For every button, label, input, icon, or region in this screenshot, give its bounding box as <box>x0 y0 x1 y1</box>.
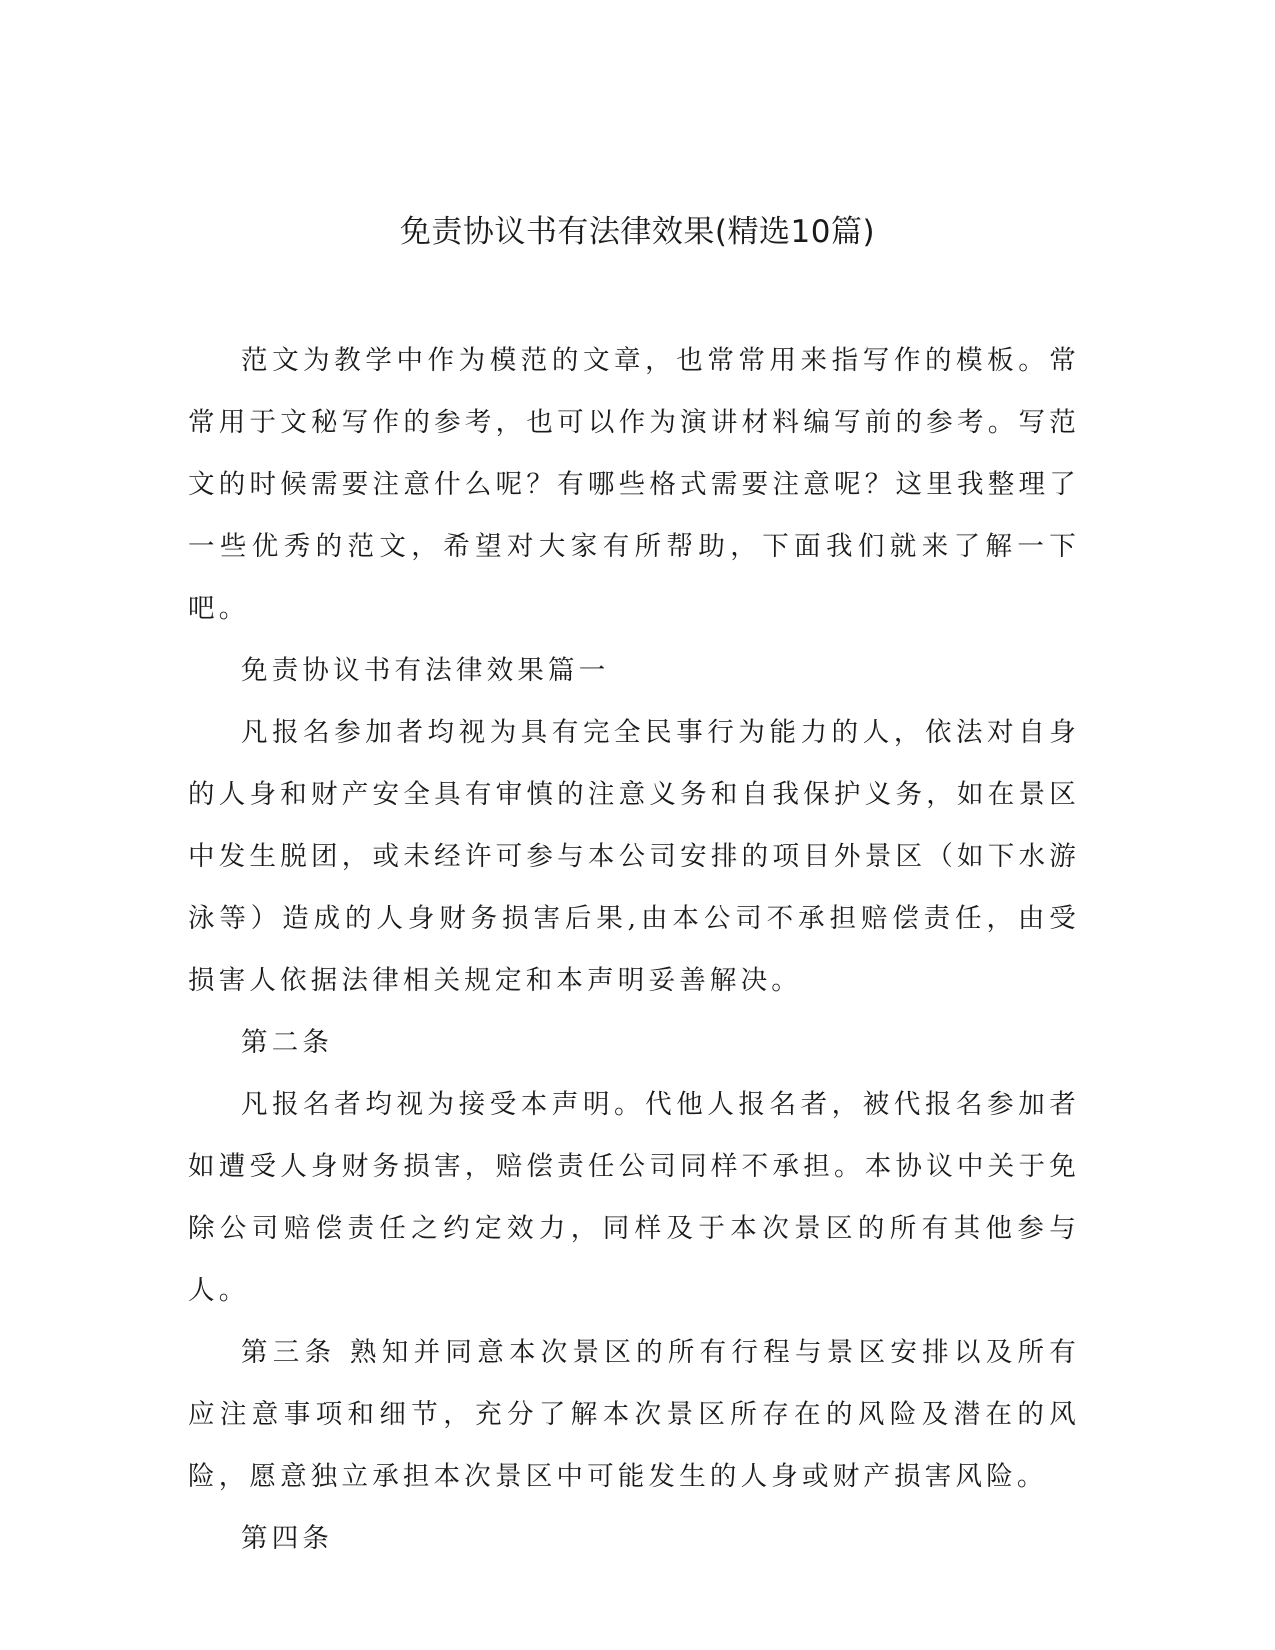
paragraph-intro: 范文为教学中作为模范的文章，也常常用来指写作的模板。常常用于文秘写作的参考，也可以作为演讲材料编写前的参考。写范文的时候需要注意什么呢？有哪些格式需要注意呢？这里我整理了一些优秀的范文，希望对大家有所帮助，下面我们就来了解一下吧。 <box>188 345 1080 624</box>
document-body <box>188 330 1080 1570</box>
paragraph-article-one: 凡报名参加者均视为具有完全民事行为能力的人，依法对自身的人身和财产安全具有审慎的注意义务和自我保护义务，如在景区中发生脱团，或未经许可参与本公司安排的项目外景区（如下水游泳等）造成的人身财务损害后果,由本公司不承担赔偿责任，由受损害人依据法律相关规定和本声明妥善解决。 <box>188 717 1080 996</box>
paragraph-article-three: 第三条 熟知并同意本次景区的所有行程与景区安排以及所有应注意事项和细节，充分了解本次景区所存在的风险及潜在的风险，愿意独立承担本次景区中可能发生的人身或财产损害风险。 <box>188 1337 1080 1492</box>
paragraph-article-two: 凡报名者均视为接受本声明。代他人报名者，被代报名参加者如遭受人身财务损害，赔偿责任公司同样不承担。本协议中关于免除公司赔偿责任之约定效力，同样及于本次景区的所有其他参与人。 <box>188 1089 1080 1306</box>
article-two-heading: 第二条 <box>241 1027 334 1058</box>
article-four-heading: 第四条 <box>241 1523 334 1554</box>
document-title: 免责协议书有法律效果(精选10篇) <box>399 214 876 250</box>
section-heading-part-one: 免责协议书有法律效果篇一 <box>241 655 610 686</box>
